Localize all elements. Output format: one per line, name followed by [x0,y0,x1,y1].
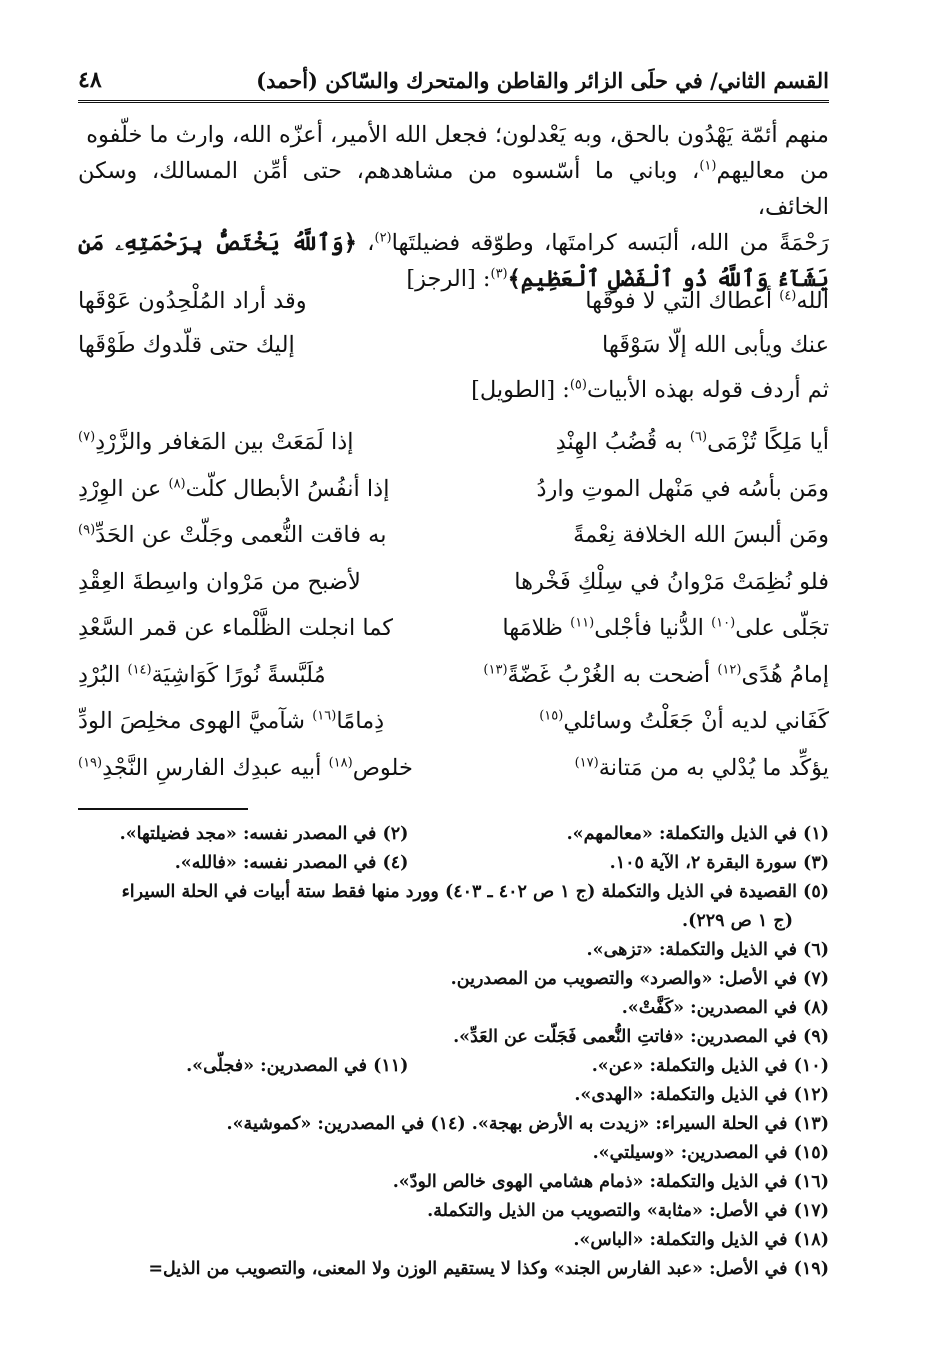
prose-paragraph [78,117,829,297]
verse-row [78,419,829,466]
verse-text: به فاقت النُّعمى وجَلّتْ عن الحَدِّ [95,522,387,549]
footnote-row [78,965,829,994]
verse-text: أضحت به الغُرْبُ غَضّةً [507,661,718,688]
book-page [78,0,829,1370]
verse-text: ذِمامًا [336,708,385,735]
verse-row [78,559,829,606]
footnote: (١٧) في الأصل: «مثابة» والتصويب من الذيل والتكملة. [427,1201,829,1221]
footnote-row [78,1052,829,1081]
verse-row [78,279,829,323]
footnote: (١٠) في الذيل والتكملة: «عن». [591,1056,829,1076]
footnote: (٧) في الأصل: «والصرد» والتصويب من المصدرين. [450,969,829,989]
verse-hemistich-second: لأضبح من مَرْوان واسِطةَ العِقْدِ [78,568,361,595]
verse-hemistich-first [476,429,829,455]
footnote: (١٩) في الأصل: «عبد الفارس الجند» وكذا لا يستقيم الوزن ولا المعنى، والتصويب من الذيل= [148,1259,829,1279]
footnote-ref: (١٠) [711,615,736,631]
verse-text: به قُضُبُ الهِنْدِ [555,429,690,456]
footnote-row [78,1081,829,1110]
quran-quote: ﴿وَٱللَّهُ يَخْتَصُّ بِرَحْمَتِهِۦ مَن يَشَآءُ وَٱللَّهُ ذُو ٱلْفَضْلِ ٱلْعَظِيمِ﴾ [78,230,829,292]
verse-hemistich-first [476,288,829,314]
verse-hemistich-second: إليك حتى قلّدوك طَوْقَها [78,332,295,358]
verse-row [78,698,829,745]
verse-text: عن الوِرْدِ [78,475,169,502]
footnote-continuation: (ج ١ ص ٢٢٩). [682,911,793,931]
footnote-row [78,820,829,849]
footnote-row [78,1226,829,1255]
verse-text: خلوص [352,754,413,781]
verse-hemistich-first: ومَن ألبسَ الله الخلافة نِعْمةً [573,522,829,549]
footnote-ref: (١٣) [483,662,508,678]
page-number: ٤٨ [78,67,102,93]
footnote-ref: (١٦) [312,708,337,724]
footnote-ref: (٢) [374,230,392,246]
footnote-ref: (٥) [569,377,587,393]
prose-text: ، وباني ما أسّسوه من مشاهدهم، حتى أمِّن المسالك، وسكن الخائف، [78,158,829,220]
footnote: (١٢) في الذيل والتكملة: «الهدى». [574,1085,829,1105]
rajaz-poem [78,279,829,367]
prose-text: منهم أئمّة يَهْدُون بالحق، وبه يَعْدلون؛ فجعل الله الأمير، أعزّه الله، وارث ما خلّفوه [86,122,829,148]
intro-text: ثم أردف قوله بهذه الأبيات [586,377,829,403]
verse-text: إمامُ هُدًى [741,661,829,688]
verse-row [78,605,829,652]
footnote: (١٥) في المصدرين: «وسيلتي». [592,1143,829,1163]
verse-hemistich-first: عنك ويأبى الله إلّا سَوْقَها [602,332,829,358]
footnote-ref: (١٧) [574,755,599,771]
prose-line [78,153,829,225]
footnotes [78,820,829,1284]
verse-hemistich-second [78,429,431,455]
verse-hemistich-first: ومَن بأسُه في مَنْهل الموتِ واردُ [536,475,829,502]
verse-hemistich-first [476,662,829,688]
footnote-ref: (١١) [570,615,595,631]
prose-text: رَحْمَةً من الله، ألبَسه كرامتَها، وطوّقه فضيلتَها [391,230,829,256]
header-title: القسم الثاني/ في حلَى الزائر والقاطن والمتحرك والسّاكن (أحمد) [256,67,829,93]
footnote: (٢) في المصدر نفسه: «مجد فضيلتها». [119,824,409,844]
verse-hemistich-first: فلو نُظِمَتْ مَرْوانُ في سِلْكِ فَخْرها [514,568,829,595]
verse-hemistich-first [476,615,829,641]
prose-line [78,117,829,153]
footnote: (١٨) في الذيل والتكملة: «الباس». [573,1230,829,1250]
prose-text: من معاليهم [716,158,829,184]
verse-hemistich-second [78,662,431,688]
footnote: (١٣) في الحلة السيراء: «زيدت به الأرض بهجة». (١٤) في المصدرين: «كموشية». [226,1114,829,1134]
footnote-row [78,994,829,1023]
verse-hemistich-second [78,522,431,548]
verse-text: البُرْدِ [78,661,128,688]
poem-intro [78,372,829,408]
verse-row [78,652,829,699]
footnote: (٥) القصيدة في الذيل والتكملة (ج ١ ص ٤٠٢ ـ ٤٠٣) وورد منها فقط ستة أبيات في الحلة السيراء [121,882,829,902]
footnote: (١١) في المصدرين: «فجلّى». [186,1056,409,1076]
verse-text: أعطاك التي لا فوقَها [585,288,780,314]
verse-hemistich-second: كما انجلت الظَّلْماء عن قمر السَّعْدِ [78,615,393,642]
verse-row [78,745,829,792]
footnote-ref: (١٥) [539,708,564,724]
running-header [78,60,829,100]
meter-label: : [الطويل] [471,377,570,403]
footnote-row [78,1110,829,1139]
footnote-ref: (٨) [168,476,186,492]
verse-text: يؤكِّد ما يُدْلي به من مَتانة [598,754,829,781]
footnote-row [78,1255,829,1284]
footnote-divider [78,808,248,810]
footnote-ref: (٣) [490,266,508,282]
footnote-row [78,1197,829,1226]
verse-text: شآميَّ الهوى مخلِصَ الودِّ [78,708,313,735]
footnote-row [78,849,829,878]
prose-text: ، [356,230,375,256]
footnote-ref: (٤) [779,288,797,304]
footnote-ref: (١٩) [78,755,103,771]
verse-hemistich-second [78,755,431,781]
verse-text: أبيه عبدِك الفارسِ النَّجْدِ [102,754,329,781]
verse-text: تجَلّى على [735,615,829,642]
verse-text: أيا مَلِكًا تُزْمَى [707,429,829,456]
tawil-poem [78,419,829,791]
header-divider [78,100,829,103]
verse-hemistich-first [476,755,829,781]
verse-hemistich-first [476,708,829,734]
verse-row [78,323,829,367]
footnote-ref: (١) [699,158,717,174]
footnote-row [78,1023,829,1052]
footnote-ref: (١٤) [127,662,152,678]
meter-label: : [الرجز] [406,266,491,292]
footnote-row [78,878,829,907]
verse-text: مُلَبَّسةً نُورًا كَوَاشِيَة [151,661,326,688]
footnote: (١٦) في الذيل والتكملة: «ذمام هشامي الهوى خالص الودّ». [392,1172,829,1192]
footnote: (٨) في المصدرين: «كَفَّتْ». [621,998,829,1018]
footnote-ref: (٩) [78,522,96,538]
footnote-row [78,907,829,936]
verse-text: إذا لَمَعَتْ بين المَغافر والزَّرْدِ [95,429,354,456]
verse-text: كَفَاني لديه أنْ جَعَلْتُ وسائلي [563,708,829,735]
footnote-ref: (١٢) [717,662,742,678]
verse-text: الدُّنيا فأجْلى [594,615,712,642]
footnote: (٣) سورة البقرة ٢، الآية ١٠٥. [609,853,829,873]
footnote-ref: (٦) [689,429,708,445]
verse-row [78,466,829,513]
verse-text: ظلامَها [502,615,571,642]
verse-text: الله [796,288,829,314]
footnote-row [78,1139,829,1168]
footnote-row [78,1168,829,1197]
footnote: (٦) في الذيل والتكملة: «تزهى». [586,940,829,960]
footnote: (١) في الذيل والتكملة: «معالمهم». [566,824,829,844]
footnote-ref: (١٨) [328,755,353,771]
verse-hemistich-second [78,708,431,734]
verse-hemistich-second: وقد أراد المُلْحِدُون عَوْقَها [78,288,307,314]
footnote-row [78,936,829,965]
footnote-ref: (٧) [78,429,96,445]
verse-hemistich-second [78,476,431,502]
verse-text: إذا أنفُسُ الأبطال كلّت [185,475,390,502]
verse-row [78,512,829,559]
footnote: (٤) في المصدر نفسه: «فالله». [174,853,409,873]
footnote: (٩) في المصدرين: «فاتتِ النُّعمى فَجَلّت عن العَدِّ». [453,1027,829,1047]
